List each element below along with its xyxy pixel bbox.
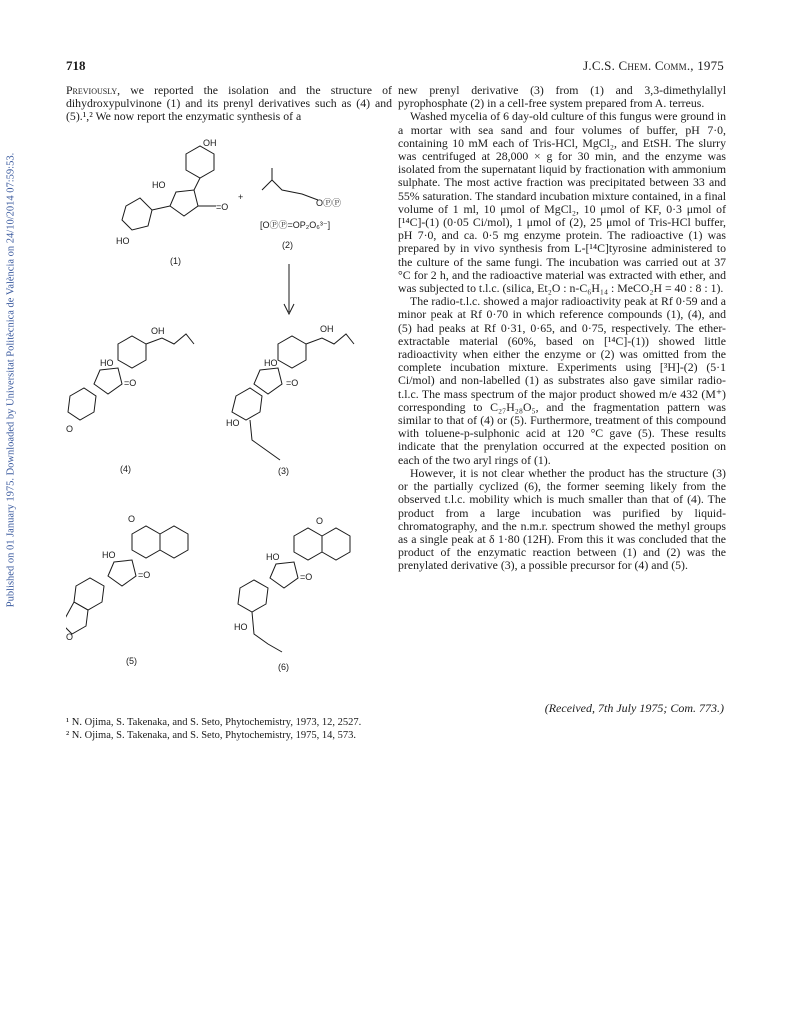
label-eqo-6: =O [300,572,313,582]
label-eqo-3: =O [286,378,299,388]
right-paragraph-2: Washed mycelia of 6 day-old culture of this fungus were ground in a mortar with sea sand and four volumes of buffer, pH 7·0, containing 10 mM each of Tris-HCl, MgCl₂, and EtSH. The slurry was centrifuged at 28,000 × g for 30 min, and the enzyme was isolated from the supernatant liquid by fractionation with ammonium sulphate. The most active fraction was precipitated between 33 and 55% saturation. The standard incubation mixture contained, in a final volume of 1 ml, 10 μmol of MgCl₂, 10 μmol of KF, 0·3 μmol of [¹⁴C]-(1) (0·05 Ci/mol), 1 μmol of (2), 25 μmol of Tris-HCl buffer, pH 7·0, and ca. 0·5 mg enzyme protein. The radioactive (1) was prepared by in vivo synthesis from L-[¹⁴C]tyrosine administered to the culture of the same fungi. The incubation was carried out at 37 °C for 2 h, and the radioactive material was extracted with ether, and was subjected to t.l.c. (silica, Et₂O : n-C₆H₁₄ : MeCO₂H = 40 : 8 : 1). [398,109,726,296]
label-o-5a: O [128,514,136,524]
label-compound-3: (3) [278,466,289,476]
compound-5-structure [66,526,188,634]
label-ho-1a: HO [152,180,166,190]
label-ho-5: HO [102,550,116,560]
label-o-4: O [66,424,74,434]
reference-1: ¹ N. Ojima, S. Takenaka, and S. Seto, Phytochemistry, 1973, 12, 2527. [66,717,362,728]
label-ho-4: HO [100,358,114,368]
compound-3-structure [232,334,354,460]
running-header: J.C.S. Chem. Comm., 1975 [583,58,724,73]
label-ho-3b: HO [226,418,240,428]
right-paragraph-1: new prenyl derivative (3) from (1) and 3,3-dimethylallyl pyrophosphate (2) in a cell-free system prepared from A. terreus. [398,83,726,111]
label-o-5b: O [66,632,74,642]
label-eqo-5: =O [138,570,151,580]
compound-2-structure [262,168,318,200]
label-opp: OⓅⓅ [316,198,342,208]
label-compound-1: (1) [170,256,181,266]
label-oh-4: OH [151,326,165,336]
label-ho-6b: HO [234,622,248,632]
label-compound-4: (4) [120,464,131,474]
references [66,717,546,742]
label-pyrophosphate-bracket: [OⓅⓅ=OP₂O₆³⁻] [260,220,331,230]
right-paragraph-3: The radio-t.l.c. showed a major radioactivity peak at Rf 0·59 and a minor peak at Rf 0·70 in which reference compounds (1), (4), and (5) had peaks at Rf 0·31, 0·65, and 0·75, respectively. The ether-extractable material (60%, based on [¹⁴C]-(1)) showed little radioactivity when either the enzyme or (2) was omitted from the complete incubation mixture. Experiments using [³H]-(2) (5·1 Ci/mol) and non-labelled (1) as substrates also gave similar radio-t.l.c. The mass spectrum of the major product showed m/e 432 (M⁺) corresponding to C₂₇H₂₈O₅, and the fragmentation pattern was similar to that of (4) or (5). Furthermore, treatment of this compound with toluene-p-sulphonic acid at 120 °C gave (5). These results indicate that the prenylation occurred at the expected position on each of the two aryl rings of (1). [398,294,726,467]
download-watermark-text: Published on 01 January 1975. Downloaded by Universitat Politècnica de València on 24/10/2014 07:59:53. [5,152,17,608]
compound-4-structure [68,334,194,420]
label-compound-2: (2) [282,240,293,250]
label-eqo-4: =O [124,378,137,388]
reaction-scheme-figure [66,134,396,694]
page-number: 718 [66,58,86,73]
lead-word: Previously [66,83,118,97]
left-intro-text: , we reported the isolation and the structure of dihydroxypulvinone (1) and its prenyl derivatives such as (4) and (5).¹,² We now report the enzymatic synthesis of a [66,83,392,124]
label-ho-3a: HO [264,358,278,368]
received-date: (Received, 7th July 1975; Com. 773.) [544,701,724,715]
figure-labels [66,138,341,672]
label-ho-6a: HO [266,552,280,562]
label-eqo-1: =O [216,202,229,212]
label-ho-1b: HO [116,236,130,246]
label-compound-5: (5) [126,656,137,666]
reaction-arrow [284,264,294,314]
download-watermark [4,120,18,640]
label-oh-1: OH [203,138,217,148]
label-compound-6: (6) [278,662,289,672]
label-plus: + [238,192,244,202]
left-intro-paragraph [66,84,392,124]
reference-2: ² N. Ojima, S. Takenaka, and S. Seto, Phytochemistry, 1975, 14, 573. [66,729,356,741]
compound-6-structure [238,528,350,652]
right-column [398,84,726,573]
label-oh-3: OH [320,324,334,334]
label-o-6: O [316,516,324,526]
compound-1-structure [122,146,216,230]
right-paragraph-4: However, it is not clear whether the product has the structure (3) or the partially cyclized (6), the former seeming likely from the observed t.l.c. mobility which is much smaller than that of (4). The product from a large incubation was purified by liquid-chromatography, and the n.m.r. spectrum showed the methyl groups as a single peak at δ 1·80 (12H). From this it was concluded that the product of the enzymatic reaction between (1) and (2) was the prenylated derivative (3), a possible precursor for (4) and (5). [398,465,726,573]
